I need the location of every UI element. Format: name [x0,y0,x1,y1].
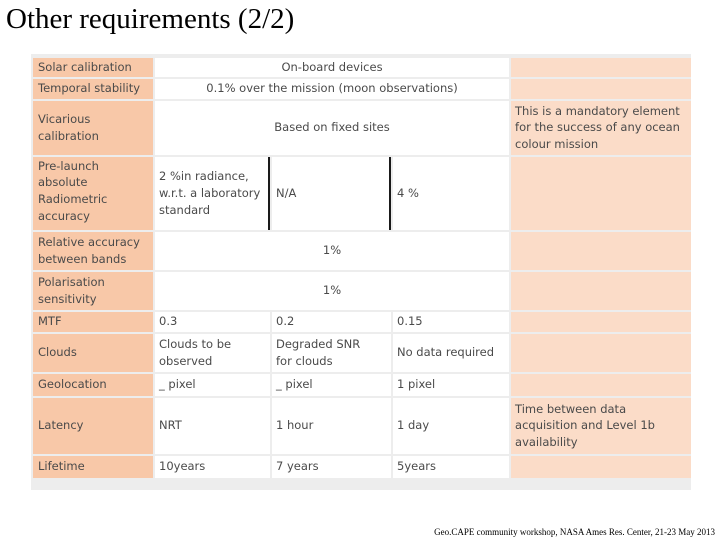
table-row-vicarious-calibration [33,101,691,155]
page-title: Other requirements (2/2) [6,3,295,35]
table-row-temporal-stability [33,79,691,99]
note-cell-clouds [511,334,691,372]
row-label-clouds: Clouds [33,334,153,372]
table-row-mtf [33,312,691,332]
note-cell-vicarious-calibration: This is a mandatory element for the success of any ocean colour mission [511,101,691,155]
note-cell-temporal-stability [511,79,691,99]
table-row-lifetime [33,456,691,478]
cell-solar-calibration: On-board devices [155,58,509,77]
cell-clouds-option-1: Clouds to be observed [155,334,270,372]
table-row-pre-launch-accuracy [33,157,691,230]
cell-clouds-option-2: Degraded SNR for clouds [272,334,391,372]
row-label-temporal-stability: Temporal stability [33,79,153,99]
table-row-polarisation-sensitivity [33,272,691,310]
note-cell-mtf [511,312,691,332]
cell-geolocation-option-3: 1 pixel [393,374,509,396]
footer-citation: Geo.CAPE community workshop, NASA Ames Res. Center, 21-23 May 2013 [434,527,715,537]
cell-mtf-option-2: 0.2 [272,312,391,332]
row-label-latency: Latency [33,398,153,454]
note-cell-polarisation-sensitivity [511,272,691,310]
note-cell-lifetime [511,456,691,478]
row-label-polarisation-sensitivity: Polarisation sensitivity [33,272,153,310]
cell-lifetime-option-3: 5years [393,456,509,478]
table-row-geolocation [33,374,691,396]
table-row-latency [33,398,691,454]
cell-latency-option-1: NRT [155,398,270,454]
cell-relative-accuracy: 1% [155,232,509,270]
cell-temporal-stability: 0.1% over the mission (moon observations) [155,79,509,99]
table-row-clouds [33,334,691,372]
row-label-pre-launch-accuracy: Pre-launch absolute Radiometric accuracy [33,157,153,230]
row-label-solar-calibration: Solar calibration [33,58,153,77]
note-cell-relative-accuracy [511,232,691,270]
note-cell-pre-launch [511,157,691,230]
cell-polarisation-sensitivity: 1% [155,272,509,310]
row-label-vicarious-calibration: Vicarious calibration [33,101,153,155]
cell-pre-launch-option-1: 2 %in radiance, w.r.t. a laboratory standard [155,157,270,230]
row-label-lifetime: Lifetime [33,456,153,478]
row-label-mtf: MTF [33,312,153,332]
cell-mtf-option-3: 0.15 [393,312,509,332]
table-row-relative-accuracy [33,232,691,270]
note-cell-solar-calibration [511,58,691,77]
cell-mtf-option-1: 0.3 [155,312,270,332]
cell-geolocation-option-2: _ pixel [272,374,391,396]
cell-latency-option-2: 1 hour [272,398,391,454]
requirements-table [31,54,691,490]
cell-lifetime-option-1: 10years [155,456,270,478]
cell-lifetime-option-2: 7 years [272,456,391,478]
cell-latency-option-3: 1 day [393,398,509,454]
note-cell-geolocation [511,374,691,396]
cell-geolocation-option-1: _ pixel [155,374,270,396]
cell-pre-launch-option-3: 4 % [393,157,509,230]
cell-vicarious-calibration: Based on fixed sites [155,101,509,155]
note-cell-latency: Time between data acquisition and Level 1b availability [511,398,691,454]
table-row-solar-calibration [33,58,691,77]
row-label-relative-accuracy: Relative accuracy between bands [33,232,153,270]
row-label-geolocation: Geolocation [33,374,153,396]
cell-pre-launch-option-2: N/A [272,157,391,230]
cell-clouds-option-3: No data required [393,334,509,372]
